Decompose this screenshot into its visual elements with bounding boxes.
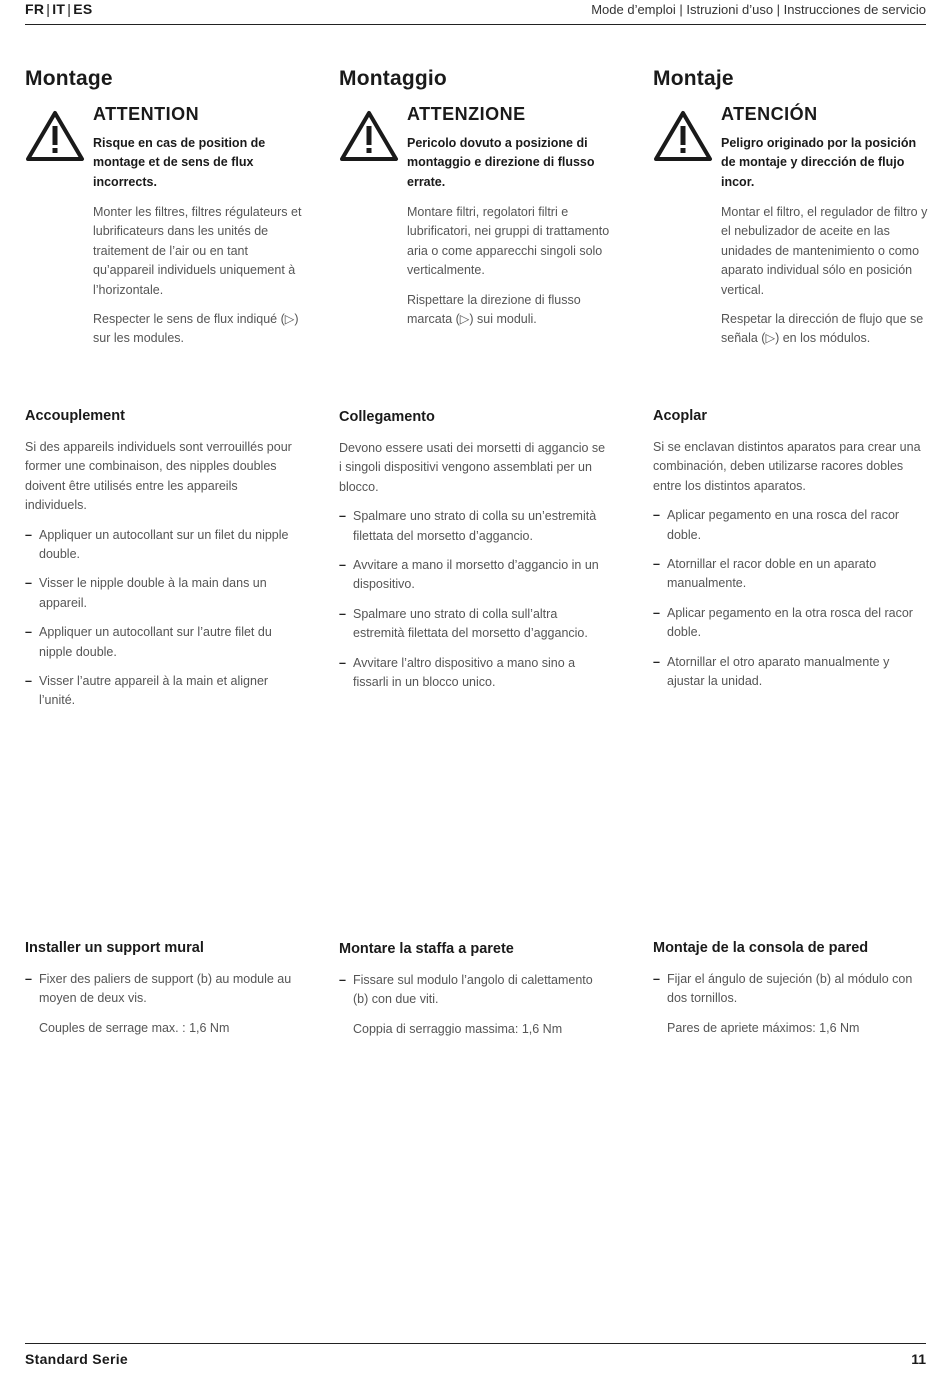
footer-divider — [25, 1343, 926, 1344]
list-item: – Spalmare uno strato di colla sull’altra estremità filettata del morsetto d’aggancio. — [339, 605, 609, 644]
list-item: – Fissare sul modulo l’angolo di calettamento (b) con due viti. — [339, 971, 609, 1010]
warning-paragraph: Respetar la dirección de flujo que se señala (▷) en los módulos. — [721, 312, 924, 346]
lang-it: IT — [52, 1, 66, 17]
bracket-heading: Montaje de la consola de pared — [653, 940, 869, 956]
warning-triangle-icon — [653, 110, 713, 162]
coupling-intro: Devono essere usati dei morsetti di aggancio se i singoli dispositivi vengono assemblati per un blocco. — [339, 441, 606, 494]
warning-text — [93, 203, 305, 359]
warning-title: ATENCIÓN — [721, 104, 818, 124]
list-item: – Spalmare uno strato di colla su un’estremità filettata del morsetto d’aggancio. — [339, 507, 609, 546]
list-item: – Appliquer un autocollant sur l’autre filet du nipple double. — [25, 623, 295, 662]
warning-body: Pericolo dovuto a posizione di montaggio e direzione di flusso errate. — [407, 136, 595, 189]
warning-text — [407, 203, 619, 339]
bracket-body — [339, 971, 609, 1049]
list-item: – Appliquer un autocollant sur un filet du nipple double. — [25, 526, 295, 565]
torque-note: Coppia di serraggio massima: 1,6 Nm — [353, 1021, 563, 1036]
coupling-steps — [339, 507, 609, 692]
bracket-heading: Installer un support mural — [25, 940, 204, 956]
list-item: – Fixer des paliers de support (b) au module au moyen de deux vis. — [25, 970, 295, 1009]
torque-note: Pares de apriete máximos: 1,6 Nm — [667, 1020, 860, 1035]
warning-body: Risque en cas de position de montage et de sens de flux incorrects. — [93, 136, 266, 189]
coupling-body — [25, 438, 295, 721]
montage-heading: Montaje — [653, 67, 734, 90]
coupling-intro: Si se enclavan distintos aparatos para crear una combinación, deben utilizarse racores dobles entre los distintos aparatos. — [653, 440, 921, 493]
coupling-heading: Accouplement — [25, 408, 125, 424]
list-item: – Visser l’autre appareil à la main et aligner l’unité. — [25, 672, 295, 711]
montage-heading: Montage — [25, 67, 113, 90]
bracket-heading: Montare la staffa a parete — [339, 941, 514, 957]
warning-paragraph: Montare filtri, regolatori filtri e lubrificatori, nei gruppi di trattamento aria o come apparecchi singoli solo verticalmente. — [407, 205, 610, 278]
bracket-steps — [339, 971, 609, 1010]
page-number: 11 — [911, 1351, 926, 1367]
warning-paragraph: Montar el filtro, el regulador de filtro y el nebulizador de aceite en las unidades de mantenimiento o como aparato individual sólo en posición vertical. — [721, 205, 928, 297]
warning-text — [721, 203, 933, 359]
coupling-intro: Si des appareils individuels sont verrouillés pour former une combinaison, des nipples doubles doivent être utilisés entre les appareils individuels. — [25, 440, 292, 513]
coupling-steps — [25, 526, 295, 711]
list-item: – Aplicar pegamento en una rosca del racor doble. — [653, 506, 923, 545]
list-item: – Fijar el ángulo de sujeción (b) al módulo con dos tornillos. — [653, 970, 923, 1009]
bracket-steps — [25, 970, 295, 1009]
bracket-body — [653, 970, 923, 1048]
warning-body: Peligro originado por la posición de montaje y dirección de flujo incor. — [721, 136, 917, 189]
warning-paragraph: Monter les filtres, filtres régulateurs et lubrificateurs dans les unités de traitement de l’air ou en tant qu’appareil individuels uniquement à l’horizontale. — [93, 205, 302, 297]
document-title: Mode d’emploi | Istruzioni d’uso | Instrucciones de servicio — [591, 2, 926, 17]
list-item: – Atornillar el racor doble en un aparato manualmente. — [653, 555, 923, 594]
warning-title: ATTENTION — [93, 104, 200, 124]
language-codes: FR | IT | ES — [25, 1, 93, 17]
warning-paragraph: Respecter le sens de flux indiqué (▷) sur les modules. — [93, 312, 299, 346]
lang-es: ES — [73, 1, 93, 17]
series-name: Standard Serie — [25, 1351, 129, 1367]
list-item: – Avvitare l’altro dispositivo a mano sino a fissarli in un blocco unico. — [339, 654, 609, 693]
warning-triangle-icon — [25, 110, 85, 162]
list-item: – Atornillar el otro aparato manualmente y ajustar la unidad. — [653, 653, 923, 692]
montage-heading: Montaggio — [339, 67, 447, 90]
coupling-steps — [653, 506, 923, 691]
list-item: – Visser le nipple double à la main dans un appareil. — [25, 574, 295, 613]
header-divider — [25, 24, 926, 25]
coupling-heading: Collegamento — [339, 409, 435, 425]
torque-note: Couples de serrage max. : 1,6 Nm — [39, 1020, 230, 1035]
lang-fr: FR — [25, 1, 45, 17]
warning-title: ATTENZIONE — [407, 104, 526, 124]
bracket-steps — [653, 970, 923, 1009]
coupling-body — [339, 439, 609, 702]
coupling-heading: Acoplar — [653, 408, 707, 424]
coupling-body — [653, 438, 923, 701]
bracket-body — [25, 970, 295, 1048]
warning-paragraph: Rispettare la direzione di flusso marcata (▷) sui moduli. — [407, 292, 581, 327]
list-item: – Aplicar pegamento en la otra rosca del racor doble. — [653, 604, 923, 643]
list-item: – Avvitare a mano il morsetto d’aggancio in un dispositivo. — [339, 556, 609, 595]
warning-triangle-icon — [339, 110, 399, 162]
